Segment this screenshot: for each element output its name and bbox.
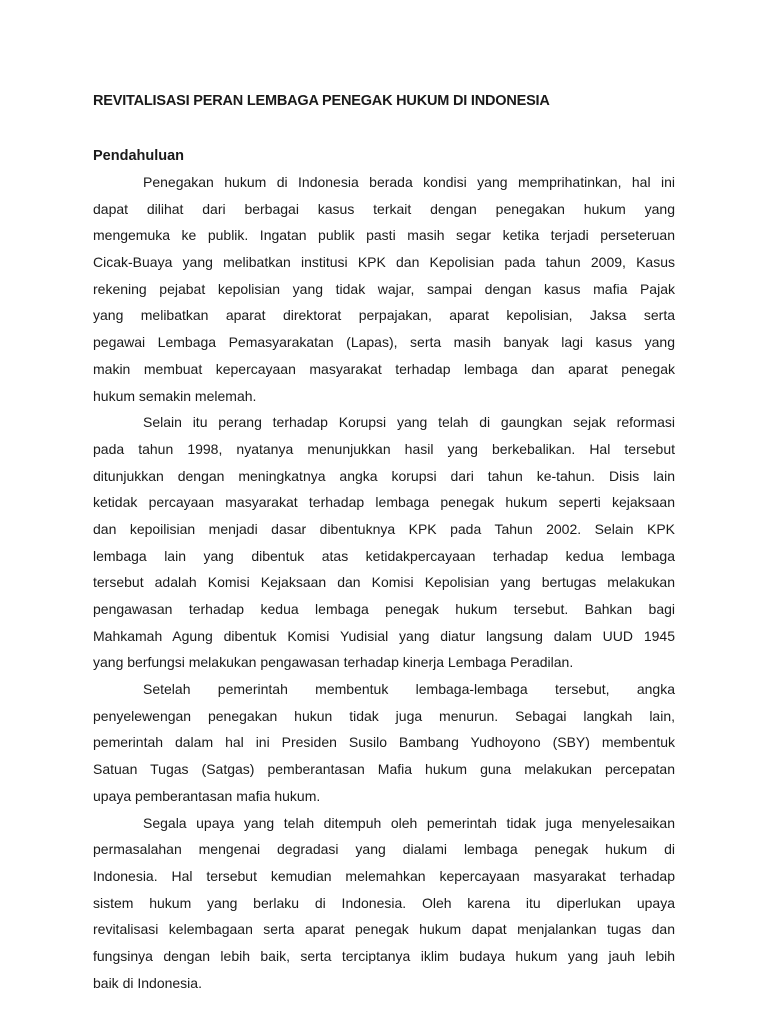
paragraph xyxy=(93,810,675,997)
paragraph-line: Selain itu perang terhadap Korupsi yang telah di gaungkan sejak reformasi xyxy=(143,414,675,431)
paragraph-line: dan kepoilisian menjadi dasar dibentuknya KPK pada Tahun 2002. Selain KPK xyxy=(93,520,675,537)
paragraph-line: Setelah pemerintah membentuk lembaga-lembaga tersebut, angka xyxy=(143,681,675,698)
paragraph-line: Penegakan hukum di Indonesia berada kondisi yang memprihatinkan, hal ini xyxy=(143,174,675,190)
paragraph-line: Mahkamah Agung dibentuk Komisi Yudisial yang diatur langsung dalam UUD 1945 xyxy=(93,627,675,644)
paragraph-line: pegawai Lembaga Pemasyarakatan (Lapas), serta masih banyak lagi kasus yang xyxy=(93,334,675,351)
paragraph-line: pada tahun 1998, nyatanya menunjukkan hasil yang berkebalikan. Hal tersebut xyxy=(93,440,675,457)
paragraph-line: Segala upaya yang telah ditempuh oleh pemerintah tidak juga menyelesaikan xyxy=(143,814,675,831)
paragraph-line: hukum semakin melemah. xyxy=(93,387,257,404)
paragraph-line: lembaga lain yang dibentuk atas ketidakpercayaan terhadap kedua lembaga xyxy=(93,547,675,564)
paragraph-line: penyelewengan penegakan hukun tidak juga menurun. Sebagai langkah lain, xyxy=(93,707,675,724)
paragraph-line: ditunjukkan dengan meningkatnya angka korupsi dari tahun ke-tahun. Disis lain xyxy=(93,467,675,484)
paragraph-line: sistem hukum yang berlaku di Indonesia. Oleh karena itu diperlukan upaya xyxy=(93,894,675,911)
paragraph-line: Indonesia. Hal tersebut kemudian melemahkan kepercayaan masyarakat terhadap xyxy=(93,867,675,884)
paragraph xyxy=(93,676,675,809)
paragraph-line: revitalisasi kelembagaan serta aparat penegak hukum dapat menjalankan tugas dan xyxy=(93,921,675,938)
paragraph-line: ketidak percayaan masyarakat terhadap lembaga penegak hukum seperti kejaksaan xyxy=(93,494,675,511)
paragraph-line: fungsinya dengan lebih baik, serta terciptanya iklim budaya hukum yang jauh lebih xyxy=(93,947,675,964)
paragraph-line: upaya pemberantasan mafia hukum. xyxy=(93,787,321,804)
paragraph-line: makin membuat kepercayaan masyarakat terhadap lembaga dan aparat penegak xyxy=(93,360,675,377)
paragraph-line: pengawasan terhadap kedua lembaga penegak hukum tersebut. Bahkan bagi xyxy=(93,601,675,617)
paragraph-line: Satuan Tugas (Satgas) pemberantasan Mafia hukum guna melakukan percepatan xyxy=(93,761,675,778)
paragraph-line: tersebut adalah Komisi Kejaksaan dan Komisi Kepolisian yang bertugas melakukan xyxy=(93,574,675,591)
document-body xyxy=(93,169,675,996)
paragraph-line: dapat dilihat dari berbagai kasus terkait dengan penegakan hukum yang xyxy=(93,200,675,217)
paragraph-line: rekening pejabat kepolisian yang tidak wajar, sampai dengan kasus mafia Pajak xyxy=(93,280,675,297)
paragraph xyxy=(93,409,675,676)
document-title: REVITALISASI PERAN LEMBAGA PENEGAK HUKUM DI INDONESIA xyxy=(93,93,550,109)
paragraph-line: Cicak-Buaya yang melibatkan institusi KPK dan Kepolisian pada tahun 2009, Kasus xyxy=(93,254,675,271)
paragraph-line: pemerintah dalam hal ini Presiden Susilo Bambang Yudhoyono (SBY) membentuk xyxy=(93,734,675,751)
paragraph-line: mengemuka ke publik. Ingatan publik pasti masih segar ketika terjadi perseteruan xyxy=(93,227,675,244)
paragraph-line: yang melibatkan aparat direktorat perpajakan, aparat kepolisian, Jaksa serta xyxy=(93,307,675,324)
paragraph-line: baik di Indonesia. xyxy=(93,974,202,991)
paragraph xyxy=(93,169,675,409)
section-heading: Pendahuluan xyxy=(93,148,185,164)
paragraph-line: yang berfungsi melakukan pengawasan terhadap kinerja Lembaga Peradilan. xyxy=(93,654,574,671)
paragraph-line: permasalahan mengenai degradasi yang dialami lembaga penegak hukum di xyxy=(93,841,675,858)
